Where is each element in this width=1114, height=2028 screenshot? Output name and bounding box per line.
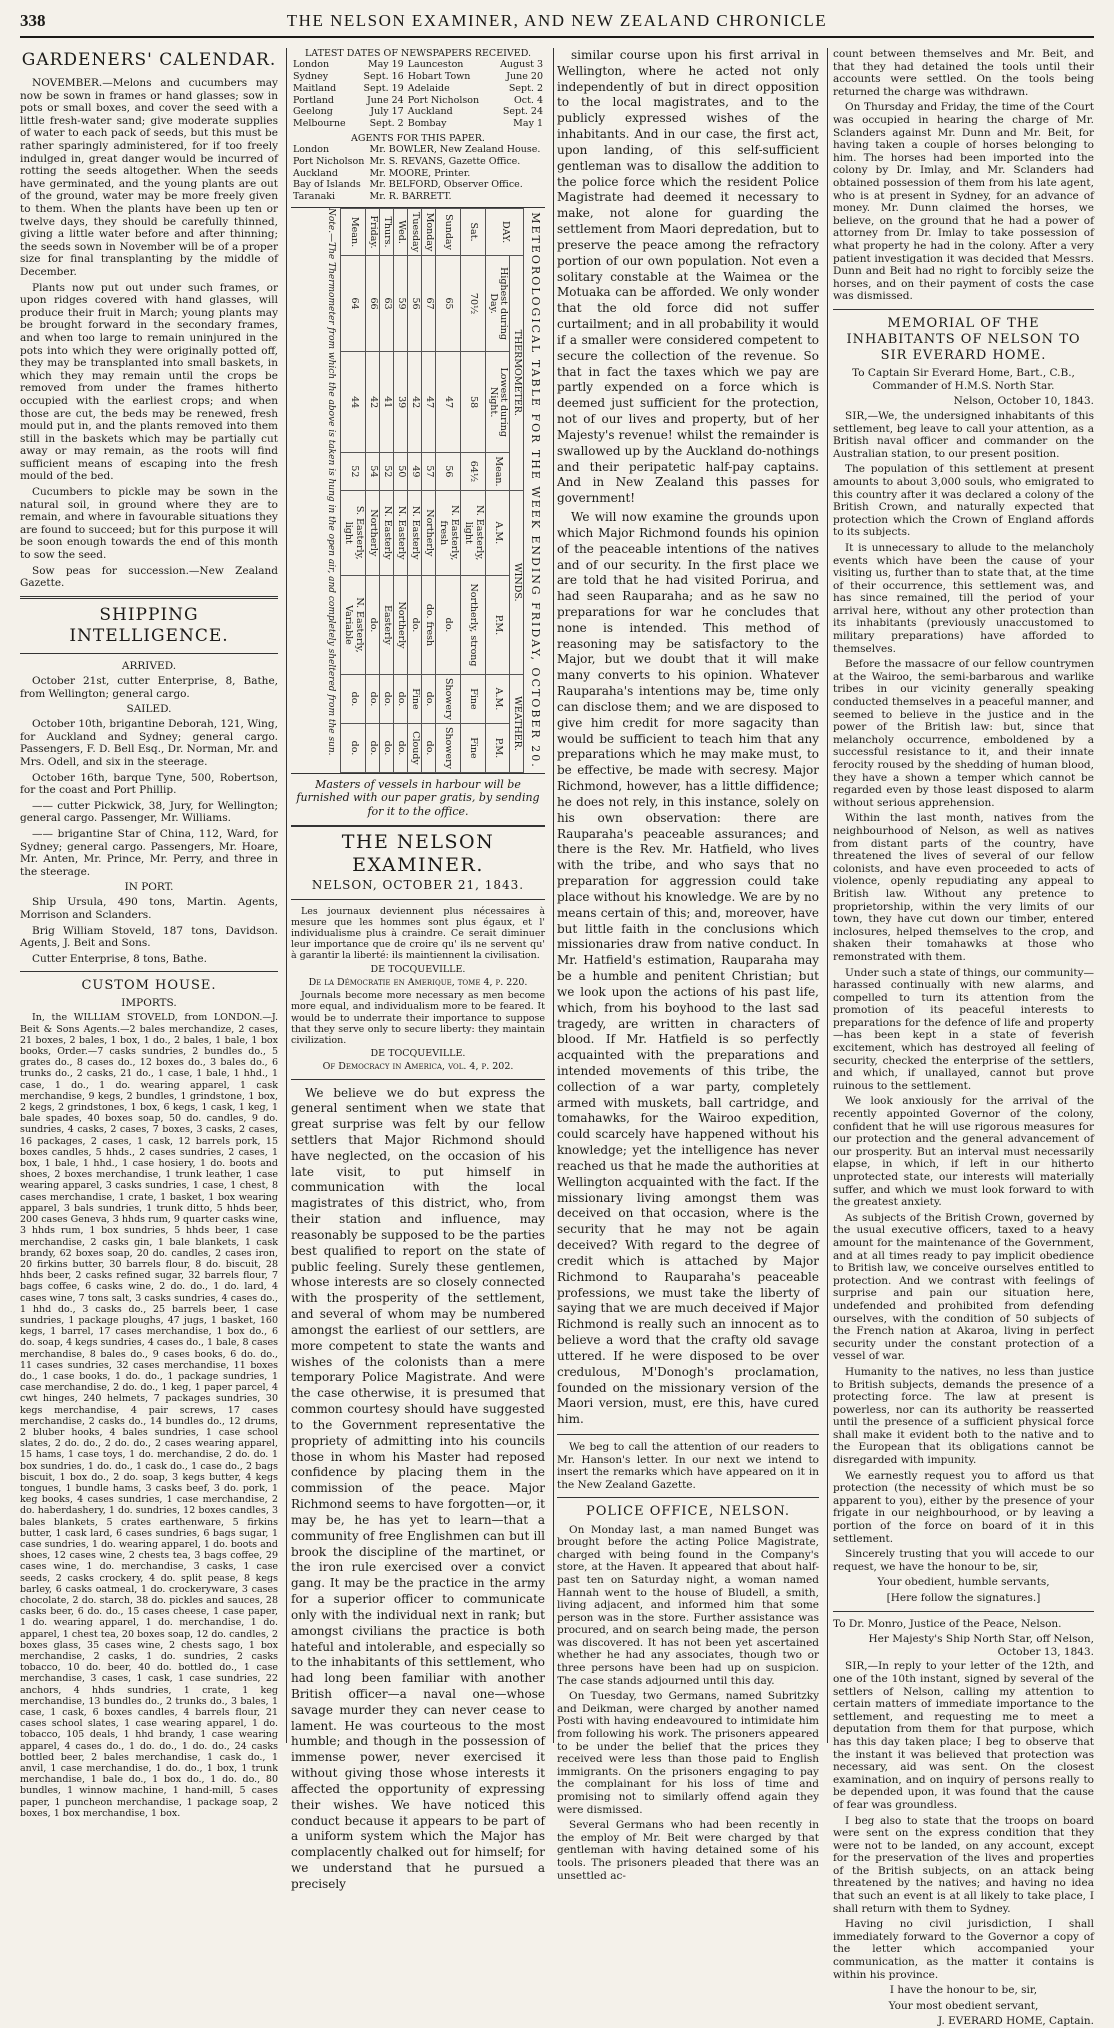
meteo-cell: 52 xyxy=(380,453,394,490)
meteo-cell: 64 xyxy=(341,255,366,351)
sailing-entry: October 10th, brigantine Deborah, 121, Wing, for Auckland and Sydney; general cargo. Passengers, F. D. Bell Esq., Dr. Norman, Mr. and Mrs. Odell, and six in the steerage. xyxy=(20,718,278,768)
newspaper-place: Auckland xyxy=(407,106,453,118)
divider xyxy=(833,309,1094,310)
weather-label: WEATHER. xyxy=(510,674,524,772)
newspaper-date: Sept. 24 xyxy=(502,106,543,118)
meteo-cell: 44 xyxy=(341,351,366,452)
meteo-row xyxy=(380,208,394,772)
meteo-cell: 63 xyxy=(380,255,394,351)
meteo-cell: Northerly xyxy=(421,490,435,576)
meteo-cell: Northerly xyxy=(394,575,408,674)
meteo-col-lowest: Lowest during Night. xyxy=(485,351,510,452)
memorial-paragraph: We look anxiously for the arrival of the recently appointed Governor of the colony, confident that he will use rigorous measures for our protection and the general advancement of our prosperity. But an interval must necessarily elapse, in which, if left in our hitherto unprotected state, our interests will materially suffer, and which we must look forward to with the greatest anxiety. xyxy=(833,1095,1094,1209)
newspaper-date: June 20 xyxy=(506,70,543,82)
police-office-heading: POLICE OFFICE, NELSON. xyxy=(585,1504,790,1520)
newspaper-place: Bombay xyxy=(407,118,447,130)
meteo-cell: 64½ xyxy=(460,453,485,490)
meteo-cell: Showery xyxy=(435,674,460,723)
sailing-entry: —— cutter Pickwick, 38, Jury, for Wellington; general cargo. Passenger, Mr. Williams. xyxy=(20,799,278,825)
sailing-entry: —— brigantine Star of China, 112, Ward, for Sydney; general cargo. Passengers, Mr. Hoare, Mr. Anten, Mr. Prince, Mr. Perry, and three in the steerage. xyxy=(20,827,278,878)
meteo-row xyxy=(366,208,380,772)
newspaper-place: Portland xyxy=(293,94,334,106)
agent-place: Port Nicholson xyxy=(293,155,365,167)
reply-addressee: To Dr. Monro, Justice of the Peace, Nelson. xyxy=(833,1617,1062,1630)
reply-paragraph: SIR,—In reply to your letter of the 12th, and one of the 10th instant, signed by several of the settlers of Nelson, calling my attention to certain matters of immediate importance to the settlement, and requesting me to meet a deputation from them for that purpose, which has this day taken place; I beg to observe that the instant it was believed that protection was necessary, aid was sent. On the closest examination, and on inquiry of persons really to be depended upon, it was found that the cause of fear was groundless. xyxy=(833,1660,1094,1811)
meteo-note: Note.—The Thermometer from which the above is taken is hung in the open air, and completely sheltered from the sun. xyxy=(326,207,337,756)
meteo-cell: do. xyxy=(366,674,380,723)
agent-name: Mr. R. BARRETT. xyxy=(369,191,452,203)
editor-note: We beg to call the attention of our readers to Mr. Hanson's letter. In our next we intend to insert the remarks which have appeared on it in the New Zealand Gazette. xyxy=(557,1441,819,1491)
newspaper-date: June 24 xyxy=(366,94,404,106)
epigraph-french: Les journaux deviennent plus nécessaires à mesure que les hommes sont plus égaux, et l' individualisme plus à craindre. Ce serait diminuer leur importance que de croire qu' ils ne servent qu' à garantir la liberté: ils maintiennent la civilisation. xyxy=(291,905,545,962)
in-port-entry: Cutter Enterprise, 8 tons, Bathe. xyxy=(32,952,207,965)
police-paragraph: On Thursday and Friday, the time of the Court was occupied in hearing the charge of Mr. Sclanders against Mr. Dunn and Mr. Beit, for having taken a couple of horses belonging to him. The horses had been imported into the colony by Dr. Imlay, and Mr. Sclanders had obtained possession of them from his late agent, who is at present in Sydney, for an advance of money. Mr. Dunn claimed the horses, we believe, on the ground that he had a power of attorney from Dr. Imlay to take possession of what property he had in the colony. After a very patient investigation it was decided that Messrs. Dunn and Beit had no right to forcibly seize the horses, and on their payment of costs the case was dismissed. xyxy=(833,101,1094,303)
paragraph: NOVEMBER.—Melons and cucumbers may now be sown in frames or hand glasses; sow in pots or small boxes, and cover the seed with a little fresh-water sand; give moderate supplies of water to each pack of seeds, but this must be rather sparingly administered, for if too freely indulged in, great danger would be incurred of rotting the seeds altogether. When the seeds have germinated, and the young plants are out of the ground, water may be more freely given to them. When the plants have been up ten or twelve days, they should be carefully thinned, giving a little water before and after thinning; the seeds sown in November will be of a proper size for final transplanting by the middle of December. xyxy=(20,77,278,278)
meteo-cell: do. xyxy=(366,723,380,772)
meteo-cell: 41 xyxy=(380,351,394,452)
agent-place: Taranaki xyxy=(293,191,336,203)
memorial-addressee: To Captain Sir Everard Home, Bart., C.B., Commander of H.M.S. North Star. xyxy=(852,367,1075,392)
meteo-cell: Friday. xyxy=(366,208,380,255)
gardeners-calendar xyxy=(20,77,278,590)
newspaper-date: Sept. 19 xyxy=(363,82,404,94)
memorial xyxy=(833,367,1094,2028)
divider xyxy=(291,899,545,900)
masters-notice: Masters of vessels in harbour will be furnished with our paper gratis, by sending for it to the office. xyxy=(296,777,540,819)
newspaper-place: Adelaide xyxy=(407,82,450,94)
column-1 xyxy=(20,48,287,1819)
meteo-row xyxy=(460,208,485,772)
newspaper-row xyxy=(291,95,545,107)
meteo-cell: 56 xyxy=(435,453,460,490)
divider xyxy=(833,1611,1094,1612)
custom-house-heading: CUSTOM HOUSE. xyxy=(81,978,217,994)
meteo-cell: do. xyxy=(421,674,435,723)
memorial-signatures: [Here follow the signatures.] xyxy=(886,1592,1041,1605)
meteo-cell: do. xyxy=(366,575,380,674)
arrived-label: ARRIVED. xyxy=(121,659,177,672)
newspaper-row xyxy=(291,59,545,71)
memorial-paragraph: Sincerely trusting that you will accede to our request, we have the honour to be, sir, xyxy=(833,1548,1094,1573)
meteo-cell: 50 xyxy=(394,453,408,490)
reply-paragraph: I beg also to state that the troops on board were sent on the express condition that they were not to be landed, on any account, except for the preservation of the lives and properties of the British subjects, on an attack being threatened by the natives; and having no idea that such an event is at all likely to take place, I shall return with them to Sydney. xyxy=(833,1814,1094,1915)
meteo-cell: 42 xyxy=(366,351,380,452)
meteo-row xyxy=(394,208,408,772)
meteo-cell: Northerly, strong xyxy=(460,575,485,674)
paragraph: Plants now put out under such frames, or upon ridges covered with hand glasses, will produce their fruit in March; young plants may be brought forward in the secondary frames, and when too large to remain uninjured in the pots into which they were originally potted off, they may be transplanted into small baskets, in which they may remain until the crops be removed from under the frames hitherto occupied with the earliest crops; and when those are cut, the beds may be renewed, fresh mould put in, and the plants removed into them still in the baskets which may be partially cut away or may remain, as the roots will find sufficient means of escaping into the fresh mould of the bed. xyxy=(20,281,278,483)
meteo-cell: 70½ xyxy=(460,255,485,351)
meteo-cell: do. xyxy=(341,674,366,723)
divider xyxy=(557,1434,819,1435)
imports-list: In, the WILLIAM STOVELD, from LONDON.—J. Beit & Sons Agents.—2 bales merchandize, 2 cases, 21 boxes, 2 bales, 1 box, 1 do., 2 bales, 1 bale, 1 box books, Order.—7 casks sundries, 2 bundles do., 5 grates do., 8 cases do., 12 boxes do., 3 bales do., 6 trunks do., 2 casks, 21 do., 1 case, 1 bale, 1 hhd., 1 case, 1 do., 1 do. wearing apparel, 1 cask merchandise, 9 kegs, 2 bundles, 1 grindstone, 1 box, 2 kegs, 2 grindstones, 1 box, 6 kegs, 1 cask, 1 keg, 1 bale spades, 40 boxes soap, 50 do. candles, 9 do. sundries, 4 casks, 2 cases, 7 boxes, 3 casks, 2 cases, 16 packages, 2 cases, 1 cask, 12 barrels pork, 15 boxes candles, 5 hhds., 2 cases sundries, 2 cases, 1 box, 1 bale, 1 hhd., 1 case hosiery, 1 do. boots and shoes, 2 boxes merchandise, 1 trunk leather, 1 case wearing apparel, 3 casks sundries, 1 case, 1 chest, 8 cases merchandise, 1 crate, 1 basket, 1 box wearing apparel, 3 bals sundries, 1 trunk ditto, 5 hhds beer, 200 cases Geneva, 3 hhds rum, 9 quarter casks wine, 3 hhds rum, 1 box sundries, 5 hhds beer, 1 case merchandise, 2 casks gin, 1 bale blankets, 1 cask brandy, 62 boxes soap, 20 do. candles, 2 cases iron, 20 firkins butter, 30 barrels flour, 8 do. biscuit, 28 hhds beer, 2 casks refined sugar, 32 barrels flour, 7 bags coffee, 6 casks wine, 2 do. do., 1 do. lard, 4 cases wine, 7 tons salt, 3 casks sundries, 4 cases do., 1 hhd do., 3 casks do., 25 barrels beer, 1 case sundries, 1 package ploughs, 47 jugs, 1 basket, 160 kegs, 1 barrel, 17 cases merchandise, 1 box do., 6 do. soap, 4 kegs sundries, 4 cases do., 1 bale, 8 cases merchandise, 8 bales do., 9 cases books, 6 do. do., 11 cases sundries, 32 cases merchandise, 11 boxes do., 1 case books, 1 do. do., 1 package sundries, 1 case merchandise, 2 do. do., 1 keg, 1 paper parcel, 4 cwt hinges, 240 helmets, 7 packages sundries, 30 kegs merchandise, 4 pair screws, 17 cases merchandise, 2 casks do., 14 bundles do., 12 drums, 2 bluber hooks, 4 bales sundries, 1 case school slates, 2 do. do., 2 do. do., 2 cases wearing apparel, 15 hams, 1 case toys, 1 do. merchandise, 2 do. do. 1 box sundries, 1 do. do., 1 cask do., 1 case do., 2 bags biscuit, 1 box do., 2 do. soap, 3 kegs butter, 4 kegs tongues, 1 bundle hams, 3 casks beef, 3 do. pork, 1 keg books, 4 cases sundries, 1 case merchandise, 2 do. haberdashery, 1 do. sundries, 12 boxes candles, 3 bales blankets, 5 crates earthenware, 5 firkins butter, 1 cask lard, 6 cases sundries, 6 bags sugar, 1 case sundries, 1 do. wearing apparel, 1 do. boots and shoes, 12 cases wine, 2 chests tea, 3 bags coffee, 29 cases wine, 1 do. merchandise, 3 casks, 1 case seeds, 2 casks crockery, 4 do. split pease, 8 kegs barley, 6 casks oatmeal, 1 do. crockeryware, 3 cases chocolate, 2 do. starch, 38 do. pickles and sauces, 28 casks beer, 6 do. do., 15 cases cheese, 1 case paper, 1 do. wearing apparel, 1 do. merchandise, 1 do. apparel, 1 chest tea, 20 boxes soap, 12 do. candles, 2 boxes glass, 35 cases wine, 2 chests sago, 1 box merchandise, 2 casks, 1 do. sundries, 2 casks tobacco, 10 do. beer, 40 do. bottled do., 1 case merchandise, 3 cases, 1 cask, 1 case sundries, 22 anchors, 4 hhds sundries, 1 crate, 1 keg merchandise, 13 bundles do., 2 trunks do., 3 bales, 1 case, 1 cask, 6 boxes candles, 4 barrels flour, 21 cases school slates, 1 case wearing apparel, 1 do. tobacco, 105 deals, 1 hhd brandy, 1 case wearing apparel, 4 cases do., 1 do. do., 1 do. do., 24 casks bottled beer, 2 bales merchandise, 1 cask do., 1 anvil, 1 case merchandise, 1 do. do., 1 box, 1 trunk merchandise, 1 bale do., 1 box do., 1 do. do., 80 bundles, 1 winnow machine, 1 hand-mill, 5 cases paper, 1 puncheon merchandise, 1 package soap, 2 boxes, 1 box merchandise, 1 box. xyxy=(20,1012,278,1819)
newspaper-place: Launceston xyxy=(407,59,464,71)
agent-place: Auckland xyxy=(293,167,338,179)
police-reports-continued xyxy=(833,48,1094,303)
newspaper-place: Geelong xyxy=(293,106,333,118)
agents-table xyxy=(291,144,545,203)
examiner-date: NELSON, OCTOBER 21, 1843. xyxy=(311,877,525,892)
paragraph: Cucumbers to pickle may be sown in the natural soil, in ground where they are to remain, and where in favourable situations they are found to succeed; but for this purpose it will be soon enough towards the end of this month to sow the seed. xyxy=(20,486,278,562)
meteo-cell: 66 xyxy=(366,255,380,351)
meteo-cell: 59 xyxy=(394,255,408,351)
meteo-cell: 56 xyxy=(408,255,422,351)
newspaper-place: London xyxy=(293,59,330,71)
epigraph xyxy=(291,906,545,1073)
memorial-paragraph: Under such a state of things, our community—harassed continually with new alarms, and compelled to turn its attention from the promotion of its peaceful interests to preparations for the defence of life and property—has been kept in a state of feverish excitement, which has destroyed all feeling of security, checked the enterprise of the settlers, and which, if unallayed, cannot but prove ruinous to the settlement. xyxy=(833,966,1094,1092)
meteo-cell: do. xyxy=(408,575,422,674)
meteo-cell: Mean. xyxy=(341,208,366,255)
meteo-cell: Northerly xyxy=(366,490,380,576)
memorial-paragraph: It is unnecessary to allude to the melancholy events which have been the cause of your visiting us, further than to state that, at the time of their occurrence, this settlement was, and has since remained, till the period of your arrival here, without any other protection than its inhabitants (previously unaccustomed to military preparations) have afforded to themselves. xyxy=(833,541,1094,655)
meteo-cell: Monday xyxy=(421,208,435,255)
divider xyxy=(557,1497,819,1498)
sailing-entry: October 16th, barque Tyne, 500, Robertson, for the coast and Port Phillip. xyxy=(20,771,278,797)
police-paragraph: count between themselves and Mr. Beit, and that they had detained the tools until their accounts were settled. On the tools being returned the charge was withdrawn. xyxy=(833,48,1094,98)
newspaper-row xyxy=(291,71,545,83)
meteo-col-weather-am: A.M. xyxy=(485,674,510,723)
winds-label: WINDS. xyxy=(510,490,524,674)
meteo-row xyxy=(421,208,435,772)
page-number: 338 xyxy=(20,11,46,30)
in-port-entry: Ship Ursula, 490 tons, Martin. Agents, Morrison and Sclanders. xyxy=(20,896,278,921)
meteo-cell: do. xyxy=(394,674,408,723)
newspaper-date: Sept. 2 xyxy=(369,118,404,130)
imports-label: IMPORTS. xyxy=(121,997,177,1010)
newspaper-place: Hobart Town xyxy=(407,70,471,82)
column-2 xyxy=(291,48,554,1891)
meteo-cell: 58 xyxy=(460,351,485,452)
meteo-cell: 65 xyxy=(435,255,460,351)
article-paragraph: similar course upon his first arrival in Wellington, where he acted not only independently of but in direct opposition to the local magistrates, and to the publicly expressed wishes of the inhabitants. And in our case, the first act, upon landing, of this self-sufficient gentleman was to disallow the addition to the police force which the resident Police Magistrate had deemed it necessary to make, not alone for guarding the settlement from Maori depredation, but to preserve the peace among the refractory portion of our own population. Not even a solitary constable at the Waimea or the Motuaka can be afforded. We only wonder that the old force did not suffer curtailment; and in all probability it would if a smaller were considered competent to secure the collection of the revenue. So that in fact the taxes which we pay are partly expended on a force which is deemed just sufficient for the protection, not of our lives and property, but of her Majesty's revenue! whilst the remainder is swallowed up by the Auckland do-nothings and their peripatetic half-pay captains. And in New Zealand this passes for government! xyxy=(557,48,819,506)
shipping-heading: SHIPPING INTELLIGENCE. xyxy=(69,604,229,646)
agent-row xyxy=(291,168,545,180)
divider xyxy=(291,1079,545,1080)
memorial-paragraph: We earnestly request you to afford us that protection (the necessity of which must be so apparent to you), either by the presence of your frigate in our neighbourhood, or by leaving a portion of the force on board of it in this settlement. xyxy=(833,1469,1094,1545)
meteo-cell: do. xyxy=(341,723,366,772)
meteo-cell: Sat. xyxy=(460,208,485,255)
reply-closing: Your most obedient servant, xyxy=(888,1999,1039,2012)
meteo-cell: N. Easterly, Variable xyxy=(341,575,366,674)
newspaper-date: May 19 xyxy=(367,59,404,71)
agent-name: Mr. BOWLER, New Zealand House. xyxy=(369,144,541,155)
memorial-paragraph: SIR,—We, the undersigned inhabitants of this settlement, beg leave to call your attention, as a British naval officer and commander on the Australian station, to our present position. xyxy=(833,409,1094,460)
newspaper-row xyxy=(291,83,545,95)
epigraph-attribution: DE TOCQUEVILLE. xyxy=(370,1048,466,1060)
meteo-row xyxy=(341,208,366,772)
newspaper-date: July 17 xyxy=(370,106,404,118)
divider xyxy=(20,596,278,599)
reply-origin: Her Majesty's Ship North Star, off Nelson, October 13, 1843. xyxy=(868,1633,1094,1658)
epigraph-reference: Of Democracy in America, vol. 4, p. 202. xyxy=(322,1061,514,1073)
divider xyxy=(20,971,278,972)
examiner-title: THE NELSON EXAMINER. xyxy=(291,825,545,878)
meteo-cell: 57 xyxy=(421,453,435,490)
memorial-paragraph: Within the last month, natives from the neighbourhood of Nelson, as well as natives from distant parts of the country, have threatened the lives of several of our fellow colonists, and have even proceeded to acts of violence, openly repudiating any appeal to British law. Without any pretence to proprietorship, within the very limits of our town, they have cut down our timber, entered inclosures, helped themselves to the crop, and shaken their tomahawks at those who remonstrated with them. xyxy=(833,812,1094,963)
newspaper-date: May 1 xyxy=(513,118,543,130)
meteo-col-weather-pm: P.M. xyxy=(485,723,510,772)
agent-row xyxy=(291,156,545,168)
meteo-cell: 67 xyxy=(421,255,435,351)
meteo-cell: Fine xyxy=(460,723,485,772)
epigraph-attribution: DE TOCQUEVILLE. xyxy=(370,963,466,975)
reply-paragraph: Having no civil jurisdiction, I shall immediately forward to the Governor a copy of the letter which accompanied your communication, as the matter it contains is within his province. xyxy=(833,1918,1094,1981)
meteorological-table-frame xyxy=(291,207,545,774)
newspaper-title: THE NELSON EXAMINER, AND NEW ZEALAND CHRONICLE xyxy=(286,11,828,30)
newspaper-place: Maitland xyxy=(293,82,337,94)
police-reports xyxy=(557,1524,819,1883)
in-port-label: IN PORT. xyxy=(124,881,174,894)
meteo-cell: N. Easterly xyxy=(380,490,394,576)
divider xyxy=(20,653,278,654)
agent-row xyxy=(291,179,545,191)
meteo-cell: do. xyxy=(435,575,460,674)
memorial-paragraph: As subjects of the British Crown, governed by the usual executive officers, taxed to a heavy amount for the maintenance of the Government, and at all times ready to pay implicit obedience to British law, we conceive ourselves entitled to protection. And we contrast with feelings of surprise and pain our situation here, undefended and prohibited from defending ourselves, with the condition of 50 subjects of the French nation at Akaroa, living in perfect security under the constant protection of a vessel of war. xyxy=(833,1211,1094,1363)
meteorological-table xyxy=(291,208,545,773)
newspaper-date: Sept. 2 xyxy=(508,82,543,94)
newspaper-place: Sydney xyxy=(293,70,329,82)
newspaper-row xyxy=(291,106,545,118)
meteo-cell: do. xyxy=(394,723,408,772)
meteo-cell: Thurs. xyxy=(380,208,394,255)
meteo-cell: 54 xyxy=(366,453,380,490)
meteo-col-wind-pm: P.M. xyxy=(485,575,510,674)
agents-heading: AGENTS FOR THIS PAPER. xyxy=(351,132,485,144)
meteo-cell: 47 xyxy=(435,351,460,452)
meteo-cell: Wed. xyxy=(394,208,408,255)
meteo-cell: do. xyxy=(421,723,435,772)
newspapers-table xyxy=(291,59,545,130)
agent-place: London xyxy=(293,144,330,155)
meteo-cell: 47 xyxy=(421,351,435,452)
meteo-title: METEOROLOGICAL TABLE FOR THE WEEK ENDING FRIDAY, OCTOBER 20. xyxy=(529,212,542,769)
meteo-cell: Fine xyxy=(408,674,422,723)
meteo-cell: Sunday xyxy=(435,208,460,255)
newspaper-date: Oct. 4 xyxy=(513,94,543,106)
meteo-cell: Fine xyxy=(460,674,485,723)
agent-name: Mr. MOORE, Printer. xyxy=(369,167,471,179)
meteo-cell: do. xyxy=(380,723,394,772)
meteo-cell: N. Easterly, fresh xyxy=(435,490,460,576)
meteo-cell: Cloudy xyxy=(408,723,422,772)
paragraph: Sow peas for succession.—New Zealand Gazette. xyxy=(20,564,278,590)
meteo-cell: Showery xyxy=(435,723,460,772)
meteo-cell: 39 xyxy=(394,351,408,452)
memorial-paragraph: Before the massacre of our fellow countrymen at the Wairoo, the semi-barbarous and warlike tribes in our vicinity generally speaking conducted themselves in a peaceful manner, and seemed to believe in the justice and in the power of the British law: but, since that melancholy occurrence, emboldened by a successful resistance to it, and their innate ferocity roused by the shedding of human blood, they have a shown a temper which cannot be regarded even by those least disposed to alarm without serious apprehension. xyxy=(833,658,1094,809)
agent-row xyxy=(291,191,545,203)
meteo-row xyxy=(435,208,460,772)
meteo-cell: 42 xyxy=(408,351,422,452)
memorial-heading: MEMORIAL OF THE INHABITANTS OF NELSON TO SIR EVERARD HOME. xyxy=(846,315,1081,364)
epigraph-english: Journals become more necessary as men become more equal, and individualism more to be feared. It would be to underrate their importance to suppose that they serve only to secure liberty: they maintain civilization. xyxy=(291,990,545,1046)
leading-article-continued xyxy=(557,48,819,1428)
column-3 xyxy=(557,48,828,1882)
memorial-closing: Your obedient, humble servants, xyxy=(877,1576,1050,1589)
article-paragraph: We will now examine the grounds upon which Major Richmond founds his opinion of the peaceable intentions of the natives and of our security. In the first place we are told that he had visited Porirua, and had seen Rauparaha; and as he saw no preparations for war he concludes that none is intended. This method of reasoning may be satisfactory to the Major, but we doubt that it will make many converts to his opinion. Whatever Rauparaha's intentions may be, time only can disclose them; and we are disposed to give him credit for more sagacity than would be sufficient to teach him that any preparations which he may make must, to be effective, be made with secresy. Major Richmond, however, has a little diffidence; he does not rely, in this instance, solely on his own observation: there are Rauparaha's peaceable assurances; and there is the Rev. Mr. Hatfield, who lives with the tribe, and who says that no preparation for aggression could take place without his knowledge. We are by no means certain of this; and, moreover, have but little faith in the conclusions which missionaries draw from native conduct. In Mr. Hatfield's estimation, Rauparaha may be a humble and penitent Christian; but we look upon the actions of his past life, which, from his boyhood to the last sad tragedy, are written in characters of blood. If Mr. Hatfield is so perfectly acquainted with the preparations and intended movements of this tribe, the collection of a war party, completely armed with muskets, ball cartridge, and tomahawks, for the Wairoo expedition, could scarcely have happened without his knowledge; yet the intelligence has never reached us that he made the authorities at Wellington acquainted with the fact. If the missionary living amongst them was deceived on that occasion, where is the security that he may not be again deceived? With regard to the degree of credit which is attached by Major Richmond to Rauparaha's peaceable professions, we must take the liberty of saying that we are much deceived if Major Richmond is really such an innocent as to believe a word that the crafty old savage uttered. If he were disposed to be over credulous, M'Donogh's proclamation, founded on the missionary version of the Maori version, must, ere this, have cured him. xyxy=(557,510,819,1427)
newspaper-row xyxy=(291,118,545,130)
newspaper-date: Sept. 16 xyxy=(363,70,404,82)
thermometer-label: THERMOMETER. xyxy=(510,255,524,489)
meteo-cell: N. Easterly xyxy=(394,490,408,576)
newspaper-date: August 3 xyxy=(500,59,543,71)
meteo-cell: Tuesday xyxy=(408,208,422,255)
newspaper-place: Melbourne xyxy=(293,118,346,130)
sailed-label: SAILED. xyxy=(126,703,172,716)
reply-signature: J. EVERARD HOME, Captain. xyxy=(938,2015,1094,2028)
memorial-place-date: Nelson, October 10, 1843. xyxy=(953,395,1094,408)
meteo-row xyxy=(408,208,422,772)
police-paragraph: On Tuesday, two Germans, named Subritzky and Deikman, were charged by another named Posti with having endeavoured to intimidate him from following his work. The prisoners appeared to be under the belief that the prices they received were less than those paid to English immigrants. On the prisoners engaging to pay the complainant for his loss of time and promising not to similarly offend again they were dismissed. xyxy=(557,1690,819,1816)
gardeners-heading: GARDENERS' CALENDAR. xyxy=(21,50,277,70)
arrival-entry: October 21st, cutter Enterprise, 8, Bathe, from Wellington; general cargo. xyxy=(20,675,278,700)
agent-row xyxy=(291,144,545,156)
meteo-cell: Easterly xyxy=(380,575,394,674)
masthead xyxy=(20,6,1094,38)
meteo-cell: do. xyxy=(380,674,394,723)
epigraph-reference: De la Démocratie en Amerique, tome 4, p. 220. xyxy=(308,976,528,988)
police-paragraph: Several Germans who had been recently in the employ of Mr. Beit were charged by that gentleman with having detained some of his tools. The prisoners pleaded that there was an unsettled ac- xyxy=(557,1819,819,1882)
article-paragraph: We believe we do but express the general sentiment when we state that great surprise was felt by our fellow settlers that Major Richmond should have neglected, on the occasion of his late visit, to put himself in communication with the local magistrates of this district, who, from their station and influence, may reasonably be supposed to be the parties best qualified to report on the state of public feeling. Surely these gentlemen, whose interests are so closely connected with the prosperity of the settlement, and several of whom may be numbered amongst the earliest of our settlers, are more competent to state the wants and wishes of the colonists than a mere temporary Police Magistrate. And were the case otherwise, it is presumed that common courtesy should have suggested to the Government representative the propriety of admitting into his councils those in whom his Master had reposed confidence by placing them in the commission of the peace. Major Richmond seems to have forgotten—or, it may be, he has yet to learn—that a community of free Englishmen can but ill brook the discipline of the martinet, or the iron rule exercised over a convict gang. It may be the practice in the army for a superior officer to communicate only with the individual next in rank; but amongst civilians the practice is both hateful and intolerable, and especially so to the inhabitants of this settlement, who had long been familiar with another British officer—a naval one—whose savage murder they can never cease to lament. He was courteous to the most humble; and though in the possession of immense power, never exercised it without giving those whose interests it affected the opportunity of expressing their wishes. We have noticed this conduct because it appears to be part of a uniform system which the Major has complacently chalked out for himself; for we understand that he pursued a precisely xyxy=(291,1085,545,1891)
agent-name: Mr. BELFORD, Observer Office. xyxy=(369,179,523,191)
meteo-col-mean: Mean. xyxy=(485,453,510,490)
meteo-grid xyxy=(340,208,524,773)
meteo-col-day: DAY. xyxy=(485,208,524,255)
newspapers-heading: LATEST DATES OF NEWSPAPERS RECEIVED. xyxy=(305,48,531,59)
agent-place: Bay of Islands xyxy=(293,179,361,191)
reply-paragraph: I have the honour to be, sir, xyxy=(889,1984,1038,1997)
newspaper-place: Port Nicholson xyxy=(407,94,480,106)
agent-name: Mr. S. REVANS, Gazette Office. xyxy=(369,155,521,167)
meteo-cell: 49 xyxy=(408,453,422,490)
meteo-cell: N. Easterly, light xyxy=(460,490,485,576)
police-paragraph: On Monday last, a man named Bunget was brought before the acting Police Magistrate, charged with being found in the Company's store, at the Haven. It appeared that about half-past ten on Saturday night, a woman named Hannah went to the house of Bludell, a smith, living adjacent, and informed him that some person was in the store. Further assistance was procured, and on search being made, the person was discovered. It has not been yet ascertained whether he had any associates, though two or three persons have been had up on suspicion. The case stands adjourned until this day. xyxy=(557,1523,819,1687)
meteo-cell: N. Easterly xyxy=(408,490,422,576)
meteo-cell: do. fresh xyxy=(421,575,435,674)
memorial-paragraph: The population of this settlement at present amounts to about 3,000 souls, who emigrated to this country after it was declared a colony of the British Crown, and naturally expected that protection which the Crown of England affords to its subjects. xyxy=(833,463,1094,539)
leading-article xyxy=(291,1086,545,1893)
column-4 xyxy=(833,48,1094,2028)
meteo-col-highest: Highest during Day. xyxy=(485,255,510,351)
meteo-col-wind-am: A.M. xyxy=(485,490,510,576)
meteo-cell: S. Easterly, light xyxy=(341,490,366,576)
memorial-paragraph: Humanity to the natives, no less than justice to British subjects, demands the presence of a protecting force. The law at present is powerless, nor can its authority be reasserted until the presence of a sufficient physical force shall make it evident both to the native and to the European that its obligations cannot be disregarded with impunity. xyxy=(833,1365,1094,1467)
meteo-cell: 52 xyxy=(341,453,366,490)
in-port-entry: Brig William Stoveld, 187 tons, Davidson. Agents, J. Beit and Sons. xyxy=(20,924,278,950)
